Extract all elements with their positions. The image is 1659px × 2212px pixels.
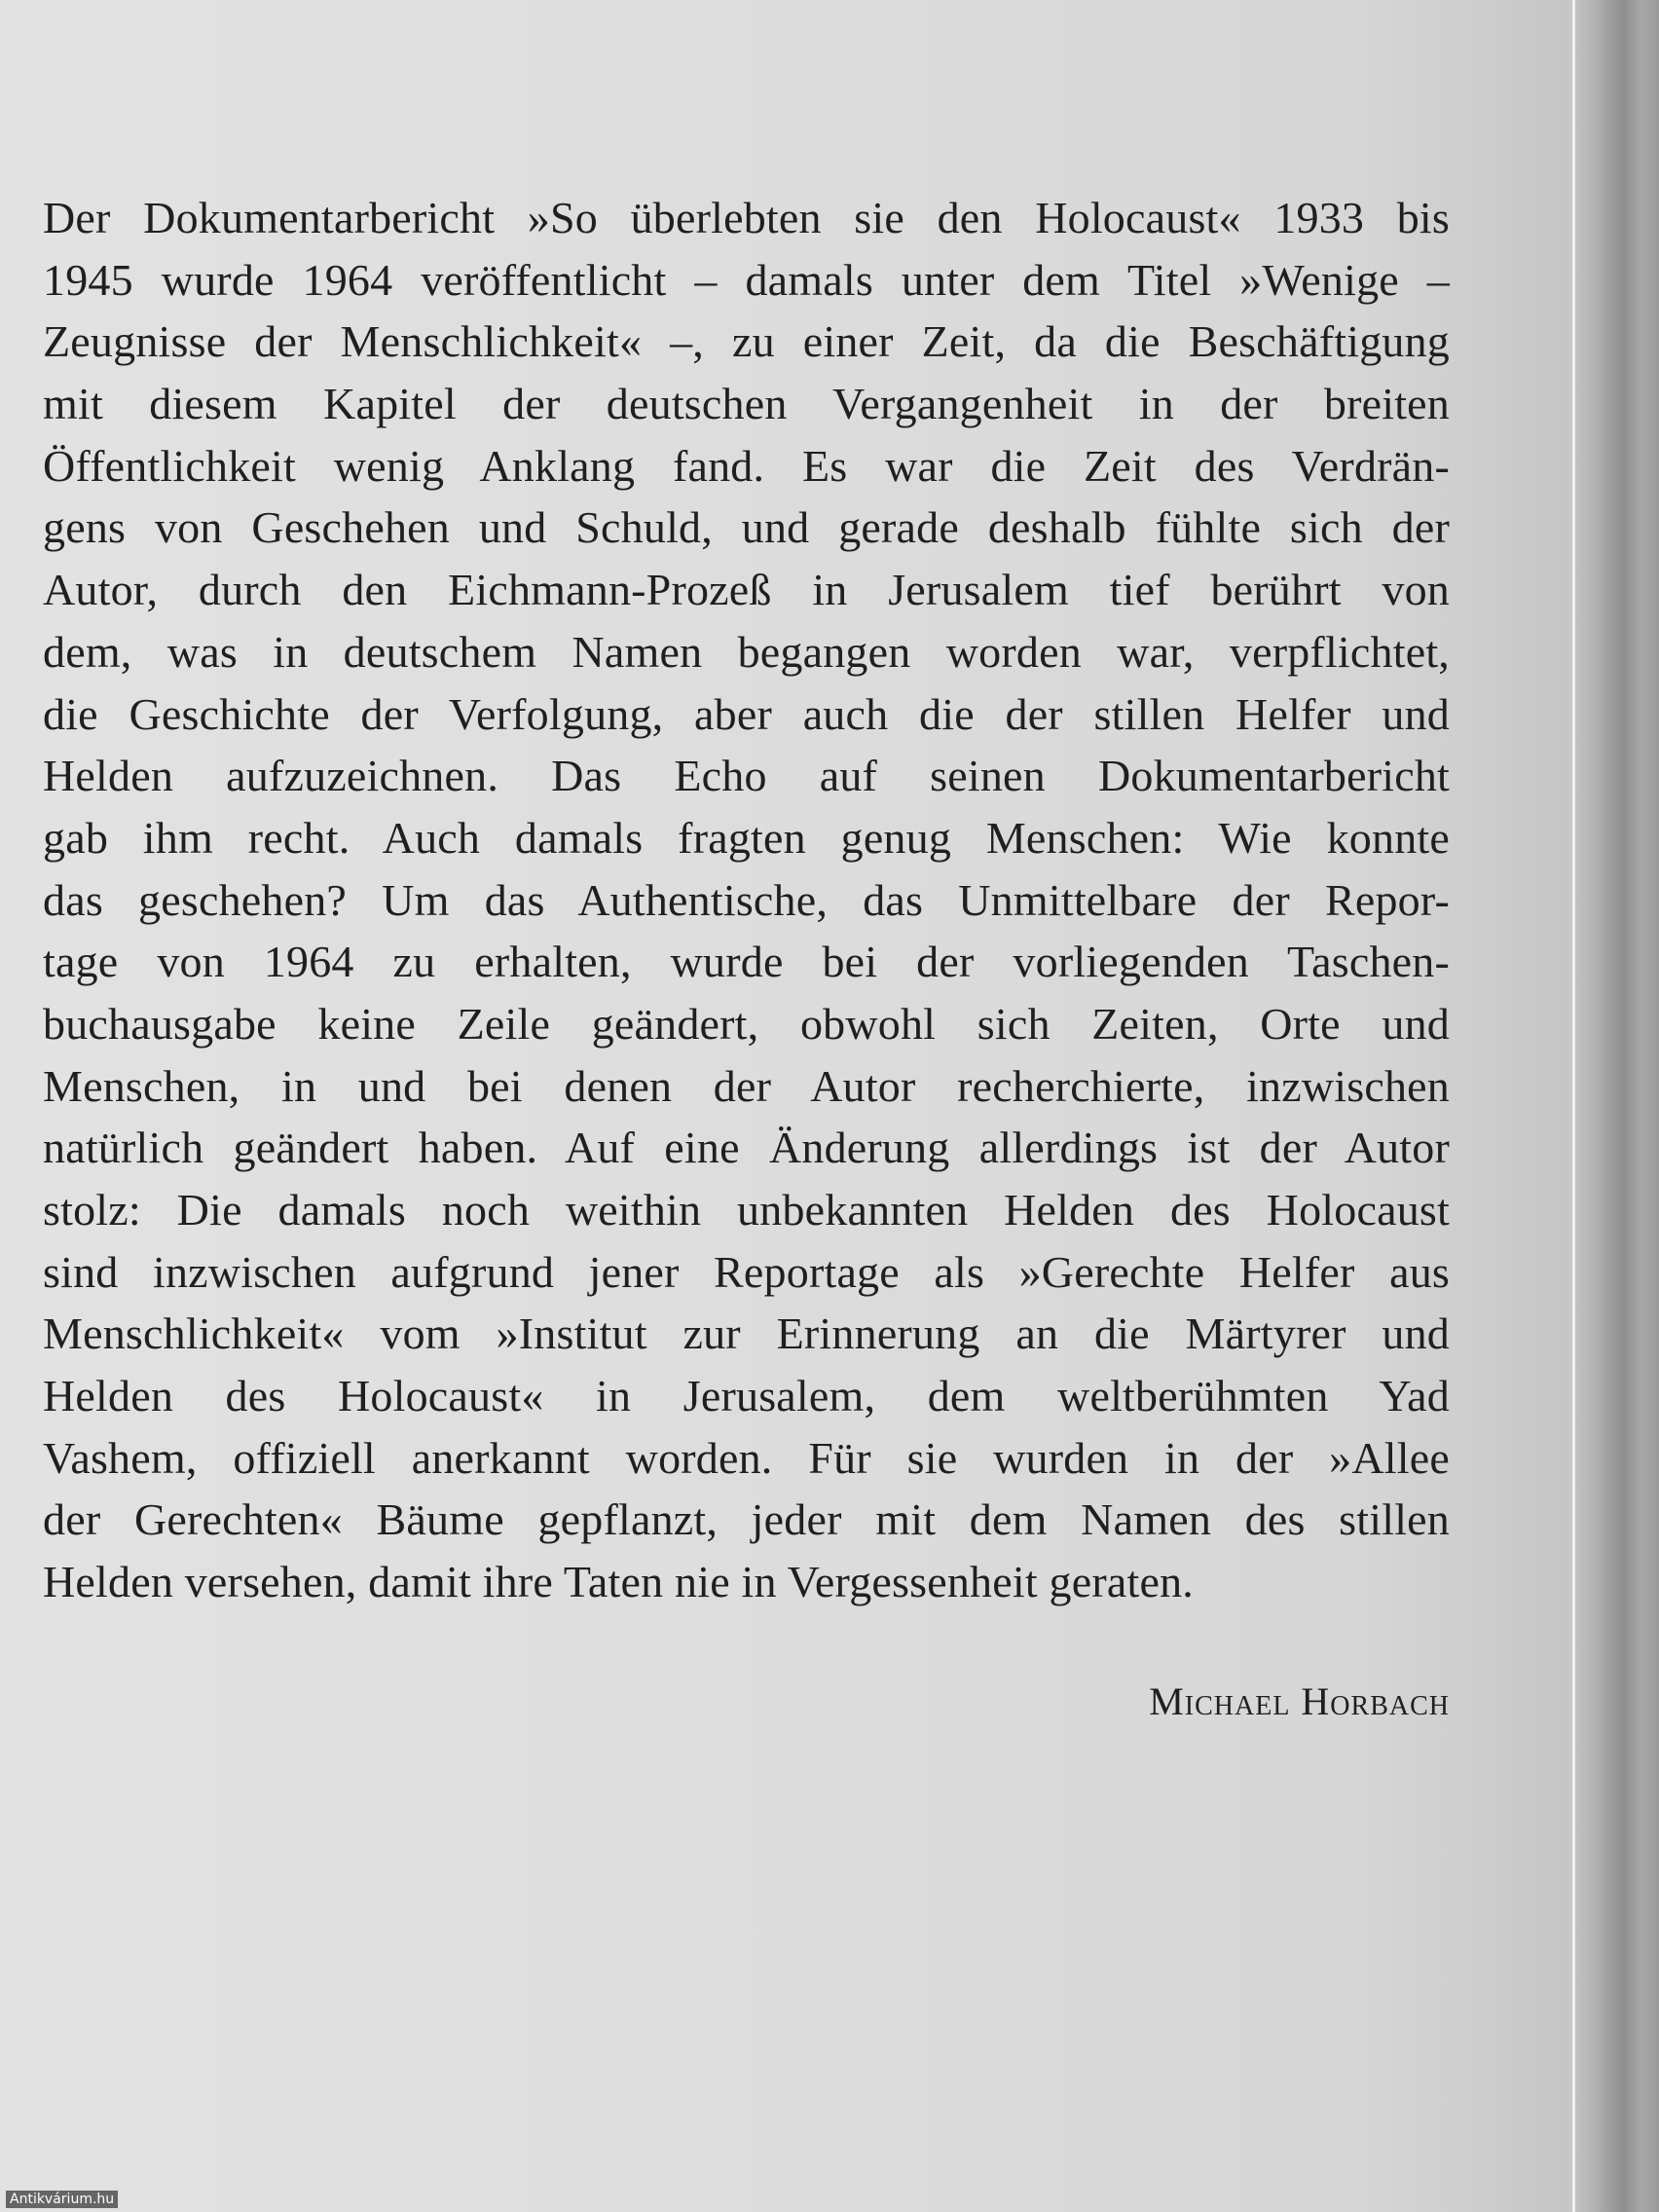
text-line: mit diesem Kapitel der deutschen Vergangenheit in der breiten <box>43 379 1450 429</box>
text-line: gab ihm recht. Auch damals fragten genug Menschen: Wie konnte <box>43 812 1450 863</box>
text-line: Öffentlichkeit wenig Anklang fand. Es war die Zeit des Verdrän- <box>43 440 1450 491</box>
text-line: Zeugnisse der Menschlichkeit« –, zu einer Zeit, da die Beschäftigung <box>43 316 1450 367</box>
text-line: tage von 1964 zu erhalten, wurde bei der vorliegenden Taschen- <box>43 937 1450 987</box>
text-line: natürlich geändert haben. Auf eine Änderung allerdings ist der Autor <box>43 1123 1450 1173</box>
text-line: Helden versehen, damit ihre Taten nie in Vergessenheit geraten. <box>43 1557 1194 1607</box>
text-line: sind inzwischen aufgrund jener Reportage als »Gerechte Helfer aus <box>43 1246 1450 1297</box>
text-line: stolz: Die damals noch weithin unbekannten Helden des Holocaust <box>43 1185 1450 1235</box>
text-line: die Geschichte der Verfolgung, aber auch die der stillen Helfer und <box>43 688 1450 739</box>
text-line: gens von Geschehen und Schuld, und gerade deshalb fühlte sich der <box>43 502 1450 553</box>
watermark: Antikvárium.hu <box>6 2191 118 2208</box>
text-line: Menschen, in und bei denen der Autor recherchierte, inzwischen <box>43 1060 1450 1111</box>
text-line: Helden aufzuzeichnen. Das Echo auf seinen Dokumentarbericht <box>43 751 1450 801</box>
body-text <box>43 187 1450 1613</box>
text-line: Autor, durch den Eichmann-Prozeß in Jerusalem tief berührt von <box>43 565 1450 615</box>
text-line: Helden des Holocaust« in Jerusalem, dem weltberühmten Yad <box>43 1371 1450 1421</box>
page-edge-shadow <box>1569 0 1659 2212</box>
page-edge-highlight <box>1572 0 1575 2212</box>
author-signature: Michael Horbach <box>1149 1679 1450 1723</box>
text-line: dem, was in deutschem Namen begangen worden war, verpflichtet, <box>43 626 1450 677</box>
text-line: 1945 wurde 1964 veröffentlicht – damals unter dem Titel »Wenige – <box>43 254 1450 305</box>
text-line: Menschlichkeit« vom »Institut zur Erinnerung an die Märtyrer und <box>43 1309 1450 1359</box>
text-line: buchausgabe keine Zeile geändert, obwohl sich Zeiten, Orte und <box>43 998 1450 1049</box>
text-line: Vashem, offiziell anerkannt worden. Für sie wurden in der »Allee <box>43 1432 1450 1483</box>
text-line: Der Dokumentarbericht »So überlebten sie den Holocaust« 1933 bis <box>43 193 1450 242</box>
text-line: der Gerechten« Bäume gepflanzt, jeder mit dem Namen des stillen <box>43 1494 1450 1545</box>
text-line: das geschehen? Um das Authentische, das Unmittelbare der Repor- <box>43 874 1450 925</box>
